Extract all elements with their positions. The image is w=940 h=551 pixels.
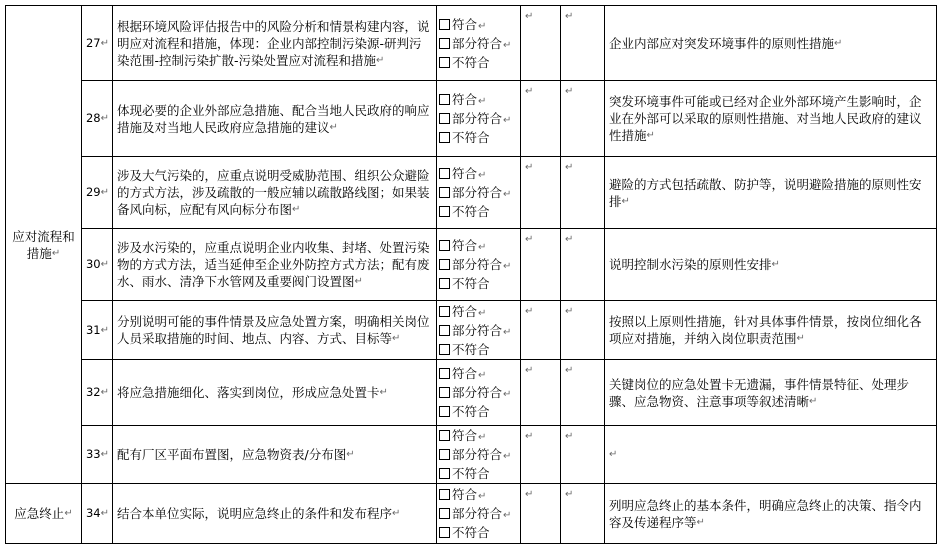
- option-label: 符合: [452, 238, 478, 253]
- checkbox-icon[interactable]: [439, 468, 450, 479]
- option-label: 部分符合: [452, 385, 503, 400]
- compliance-option[interactable]: 部分符合↵: [439, 322, 518, 341]
- option-label: 不符合: [452, 341, 490, 357]
- remark-text: 突发环境事件可能或已经对企业外部环境产生影响时，企业在外部可以采取的原则性措施、对当地人民政府的建议性措施↵: [605, 81, 937, 157]
- compliance-options: [437, 157, 521, 229]
- row-number: 33↵: [82, 426, 113, 484]
- table-row: [6, 6, 937, 81]
- option-label: 符合: [452, 16, 478, 32]
- compliance-option[interactable]: 符合↵: [439, 16, 518, 35]
- option-label: 符合: [452, 166, 478, 181]
- compliance-options: [437, 484, 521, 544]
- compliance-option[interactable]: 符合↵: [439, 165, 518, 184]
- score-cell[interactable]: ↵: [521, 301, 561, 360]
- compliance-option[interactable]: [439, 203, 518, 220]
- remark-text: 说明控制水污染的原则性安排↵: [605, 229, 937, 301]
- requirement-text: 体现必要的企业外部应急措施、配合当地人民政府的响应措施及对当地人民政府应急措施的建议↵: [113, 81, 437, 157]
- row-number: 28↵: [82, 81, 113, 157]
- table-row: [6, 229, 937, 301]
- option-label: 不符合: [452, 404, 490, 419]
- compliance-option[interactable]: [439, 341, 518, 358]
- compliance-option[interactable]: 符合↵: [439, 91, 518, 110]
- compliance-option[interactable]: [439, 524, 518, 541]
- option-label: 不符合: [452, 130, 490, 145]
- row-number: 31↵: [82, 301, 113, 360]
- compliance-option[interactable]: 部分符合↵: [439, 110, 518, 129]
- option-label: 符合: [452, 303, 478, 319]
- checkbox-icon[interactable]: [439, 132, 450, 143]
- remark-text: 列明应急终止的基本条件，明确应急终止的决策、指令内容及传递程序等↵: [605, 484, 937, 544]
- option-label: 部分符合: [452, 506, 503, 521]
- score-cell[interactable]: ↵: [521, 229, 561, 301]
- row-number: 27↵: [82, 6, 113, 81]
- table-row: [6, 157, 937, 229]
- comment-cell[interactable]: ↵: [561, 301, 605, 360]
- checkbox-icon[interactable]: [439, 240, 450, 251]
- compliance-option[interactable]: 符合↵: [439, 427, 518, 446]
- option-label: 部分符合: [452, 322, 503, 338]
- option-label: 部分符合: [452, 35, 503, 51]
- checkbox-icon[interactable]: [439, 368, 450, 379]
- compliance-option[interactable]: 符合↵: [439, 365, 518, 384]
- option-label: 不符合: [452, 525, 490, 540]
- option-label: 符合: [452, 428, 478, 443]
- compliance-option[interactable]: [439, 465, 518, 482]
- comment-cell[interactable]: ↵: [561, 81, 605, 157]
- comment-cell[interactable]: ↵: [561, 484, 605, 544]
- option-label: 符合: [452, 487, 478, 502]
- option-label: 不符合: [452, 204, 490, 219]
- comment-cell[interactable]: ↵: [561, 229, 605, 301]
- remark-text: ↵: [605, 426, 937, 484]
- row-number: 34↵: [82, 484, 113, 544]
- checkbox-icon[interactable]: [439, 527, 450, 538]
- compliance-option[interactable]: 部分符合↵: [439, 35, 518, 54]
- table-row: [6, 484, 937, 544]
- compliance-option[interactable]: 符合↵: [439, 303, 518, 322]
- option-label: 不符合: [452, 276, 490, 291]
- compliance-options: [437, 426, 521, 484]
- compliance-option[interactable]: [439, 403, 518, 420]
- compliance-option[interactable]: [439, 129, 518, 146]
- requirement-text: 根据环境风险评估报告中的风险分析和情景构建内容，说明应对流程和措施，体现：企业内部控制污染源-研判污染范围-控制污染扩散-污染处置应对流程和措施↵: [113, 6, 437, 81]
- checkbox-icon[interactable]: [439, 206, 450, 217]
- score-cell[interactable]: ↵: [521, 81, 561, 157]
- compliance-options: [437, 301, 521, 360]
- checkbox-icon[interactable]: [439, 325, 450, 336]
- option-label: 不符合: [452, 466, 490, 481]
- checkbox-icon[interactable]: [439, 489, 450, 500]
- row-number: 32↵: [82, 360, 113, 426]
- checkbox-icon[interactable]: [439, 57, 450, 68]
- checkbox-icon[interactable]: [439, 259, 450, 270]
- compliance-option[interactable]: [439, 275, 518, 292]
- compliance-option[interactable]: 部分符合↵: [439, 505, 518, 524]
- compliance-options: [437, 81, 521, 157]
- comment-cell[interactable]: ↵: [561, 6, 605, 81]
- remark-text: 按照以上原则性措施，针对具体事件情景，按岗位细化各项应对措施，并纳入岗位职责范围↵: [605, 301, 937, 360]
- comment-cell[interactable]: ↵: [561, 157, 605, 229]
- option-label: 部分符合: [452, 257, 503, 272]
- requirement-text: 分别说明可能的事件情景及应急处置方案，明确相关岗位人员采取措施的时间、地点、内容、方式、目标等↵: [113, 301, 437, 360]
- compliance-option[interactable]: 部分符合↵: [439, 446, 518, 465]
- requirement-text: 将应急措施细化、落实到岗位，形成应急处置卡↵: [113, 360, 437, 426]
- row-number: 29↵: [82, 157, 113, 229]
- category-response: 应对流程和措施↵: [6, 6, 82, 484]
- checkbox-icon[interactable]: [439, 113, 450, 124]
- review-table: [5, 5, 937, 544]
- compliance-option[interactable]: 符合↵: [439, 486, 518, 505]
- checkbox-icon[interactable]: [439, 187, 450, 198]
- requirement-text: 涉及大气污染的，应重点说明受威胁范围、组织公众避险的方式方法，涉及疏散的一般应辅以疏散路线图；如果装备风向标，应配有风向标分布图↵: [113, 157, 437, 229]
- compliance-option[interactable]: 部分符合↵: [439, 184, 518, 203]
- compliance-option[interactable]: 符合↵: [439, 237, 518, 256]
- option-label: 部分符合: [452, 111, 503, 126]
- score-cell[interactable]: ↵: [521, 484, 561, 544]
- compliance-option[interactable]: 部分符合↵: [439, 256, 518, 275]
- option-label: 符合: [452, 92, 478, 107]
- option-label: 部分符合: [452, 447, 503, 462]
- table-row: [6, 301, 937, 360]
- checkbox-icon[interactable]: [439, 278, 450, 289]
- table-row: [6, 81, 937, 157]
- checkbox-icon[interactable]: [439, 406, 450, 417]
- checkbox-icon[interactable]: [439, 38, 450, 49]
- checkbox-icon[interactable]: [439, 306, 450, 317]
- score-cell[interactable]: ↵: [521, 426, 561, 484]
- checkbox-icon[interactable]: [439, 94, 450, 105]
- option-label: 符合: [452, 366, 478, 381]
- checkbox-icon[interactable]: [439, 387, 450, 398]
- score-cell[interactable]: ↵: [521, 6, 561, 81]
- requirement-text: 配有厂区平面布置图，应急物资表/分布图↵: [113, 426, 437, 484]
- option-label: 不符合: [452, 54, 490, 70]
- checkbox-icon[interactable]: [439, 449, 450, 460]
- checkbox-icon[interactable]: [439, 344, 450, 355]
- checkbox-icon[interactable]: [439, 508, 450, 519]
- checkbox-icon[interactable]: [439, 430, 450, 441]
- requirement-text: 涉及水污染的，应重点说明企业内收集、封堵、处置污染物的方式方法，适当延伸至企业外防控方式方法；配有废水、雨水、清净下水管网及重要阀门设置图↵: [113, 229, 437, 301]
- compliance-options: [437, 229, 521, 301]
- table-row: [6, 426, 937, 484]
- remark-text: 避险的方式包括疏散、防护等，说明避险措施的原则性安排↵: [605, 157, 937, 229]
- compliance-options: [437, 360, 521, 426]
- category-end: 应急终止↵: [6, 484, 82, 544]
- table-row: [6, 360, 937, 426]
- comment-cell[interactable]: ↵: [561, 360, 605, 426]
- remark-text: 企业内部应对突发环境事件的原则性措施↵: [605, 6, 937, 81]
- compliance-option[interactable]: [439, 54, 518, 71]
- checkbox-icon[interactable]: [439, 168, 450, 179]
- option-label: 部分符合: [452, 185, 503, 200]
- compliance-options: [437, 6, 521, 81]
- row-number: 30↵: [82, 229, 113, 301]
- score-cell[interactable]: ↵: [521, 360, 561, 426]
- compliance-option[interactable]: 部分符合↵: [439, 384, 518, 403]
- score-cell[interactable]: ↵: [521, 157, 561, 229]
- checkbox-icon[interactable]: [439, 19, 450, 30]
- requirement-text: 结合本单位实际，说明应急终止的条件和发布程序↵: [113, 484, 437, 544]
- comment-cell[interactable]: ↵: [561, 426, 605, 484]
- remark-text: 关键岗位的应急处置卡无遗漏，事件情景特征、处理步骤、应急物资、注意事项等叙述清晰↵: [605, 360, 937, 426]
